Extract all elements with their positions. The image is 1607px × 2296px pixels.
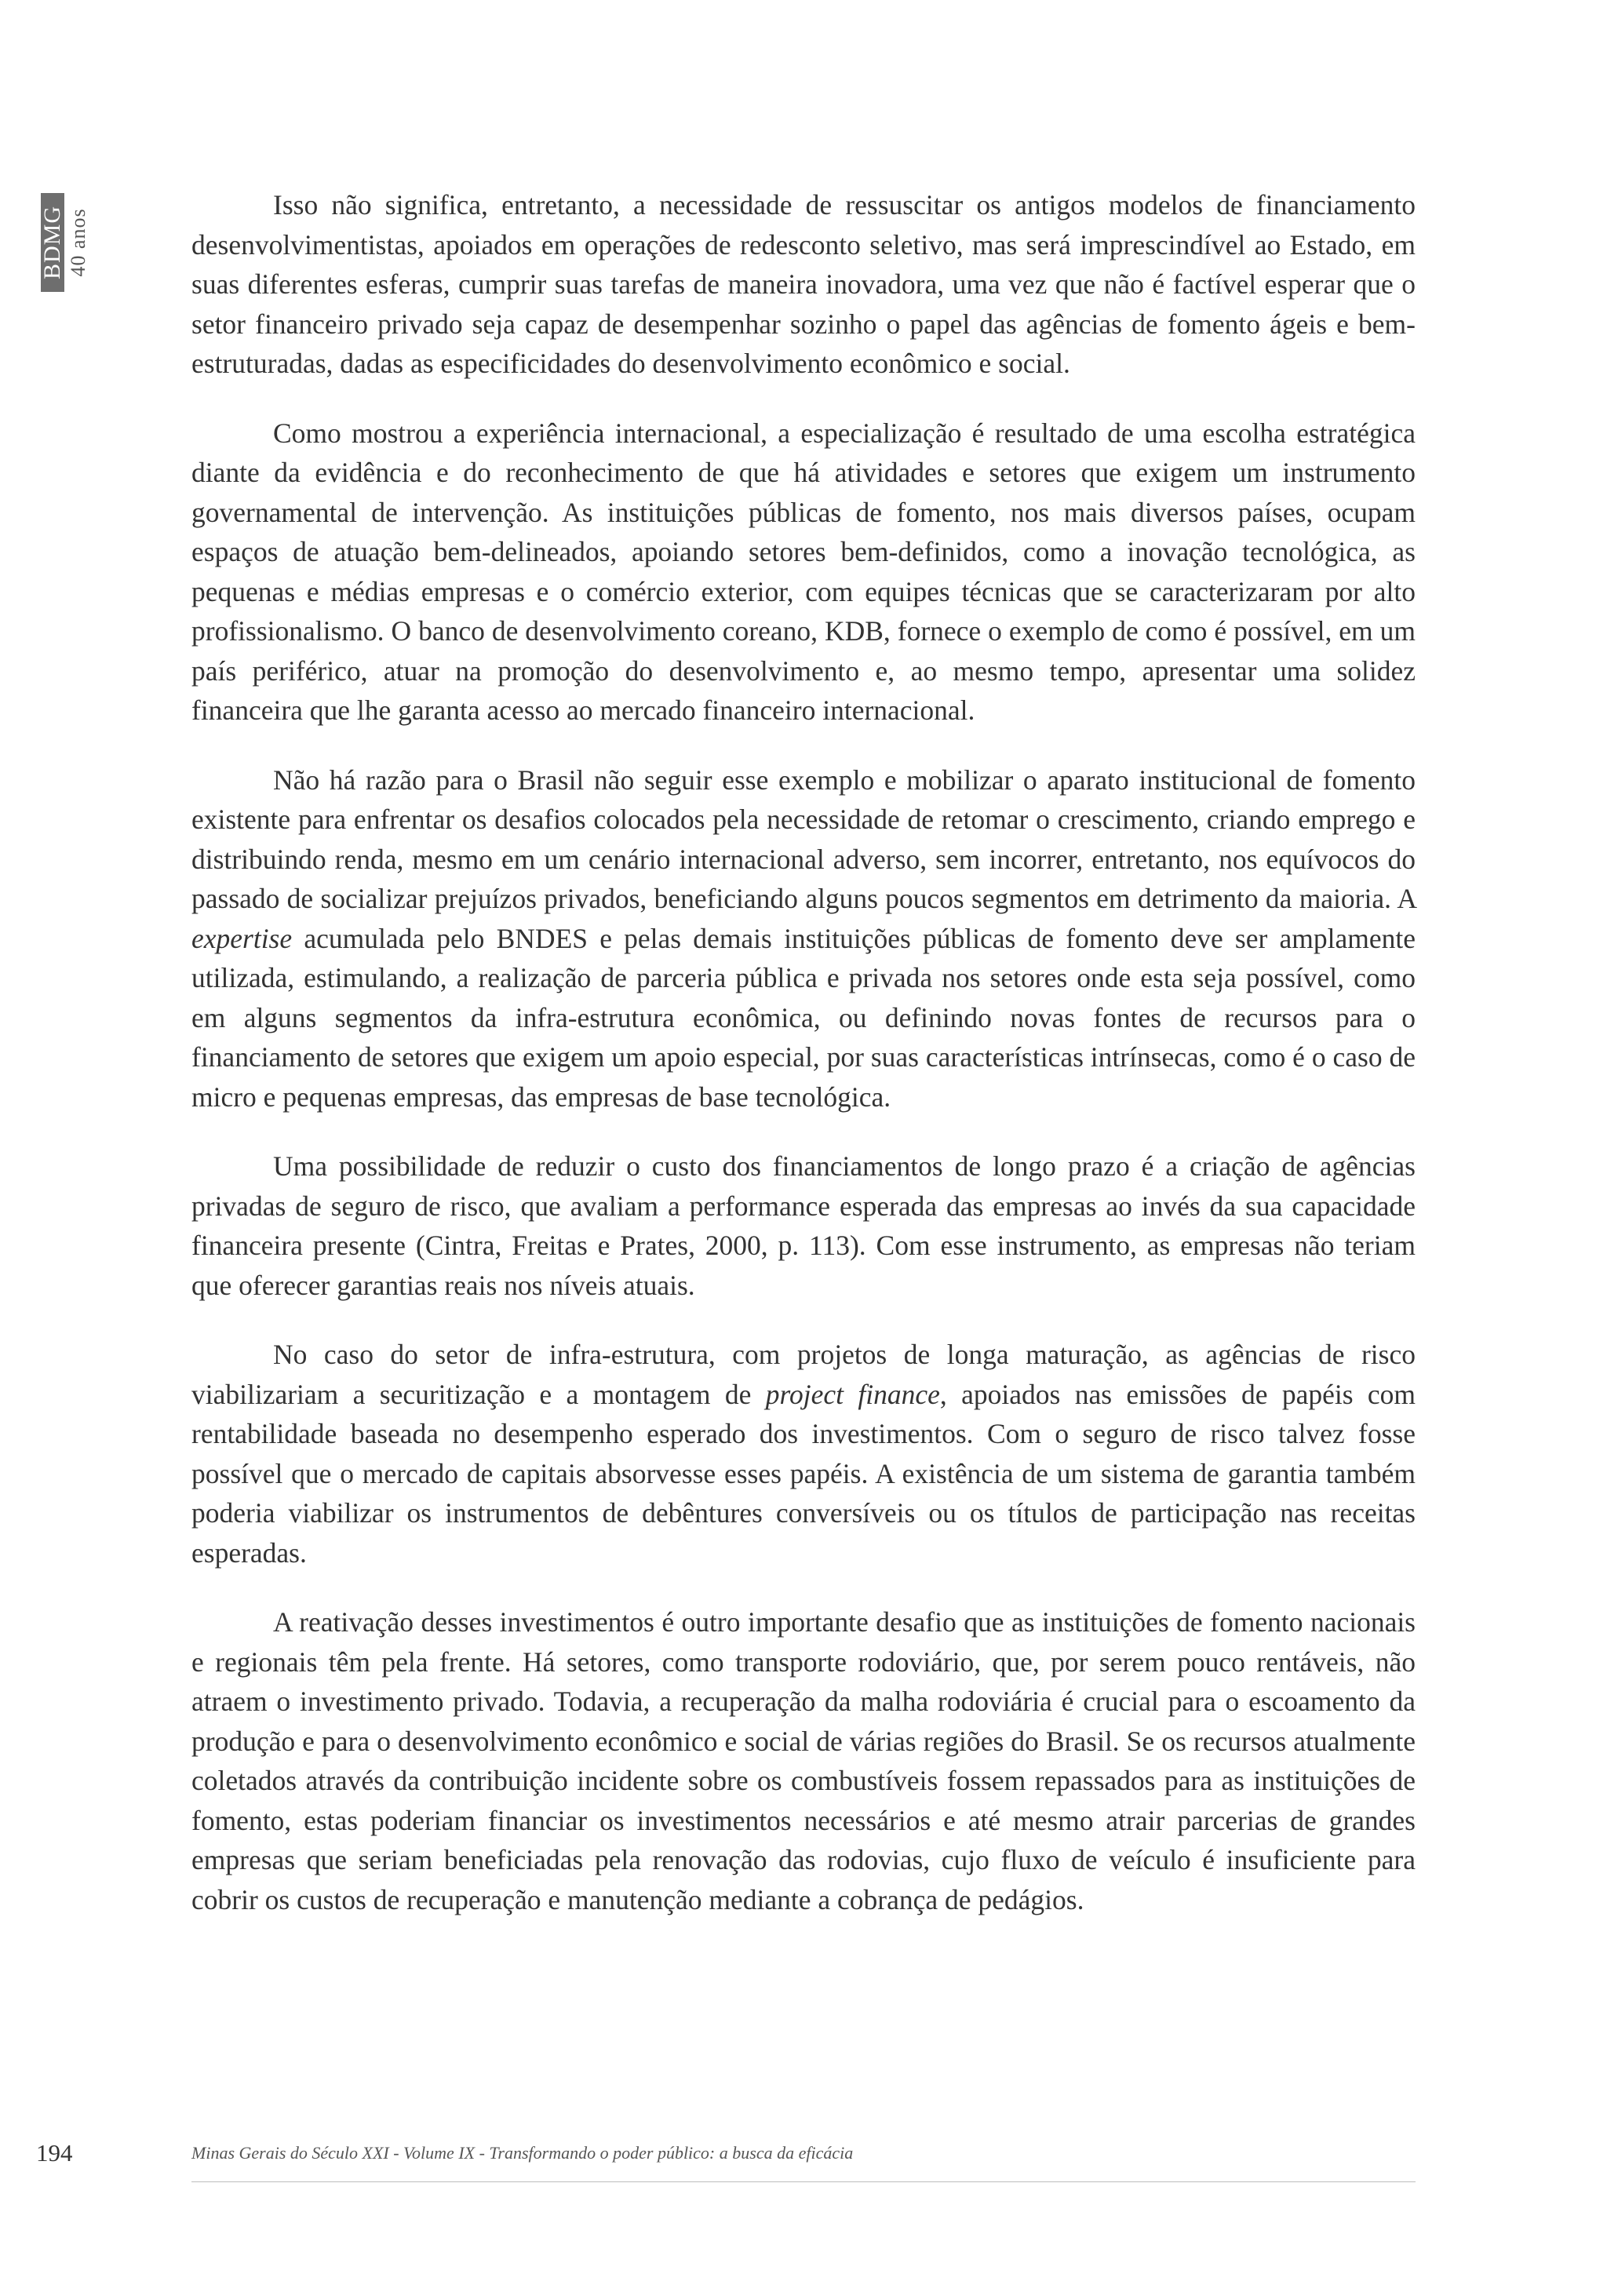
paragraph-2-text: Como mostrou a experiência internacional, a especialização é resultado de uma escolha estratégica diante da evidência e do reconhecimento de que há atividades e setores que exigem um instrumento governamental de intervenção. As instituições públicas de fomento, nos mais diversos países, ocupam espaços de atuação bem-delineados, apoiando setores bem-definidos, como a inovação tecnológica, as pequenas e médias empresas e o comércio exterior, com equipes técnicas que se caracterizaram por alto profissionalismo. O banco de desenvolvimento coreano, KDB, fornece o exemplo de como é possível, em um país periférico, atuar na promoção do desenvolvimento e, ao mesmo tempo, apresentar uma solidez financeira que lhe garanta acesso ao mercado financeiro internacional.: [191, 417, 1416, 726]
paragraph-3-text-b: acumulada pelo BNDES e pelas demais instituições públicas de fomento deve ser amplamente utilizada, estimulando, a realização de parceria pública e privada nos setores onde esta seja possível, como em alguns segmentos da infra-estrutura econômica, ou definindo novas fontes de recursos para o financiamento de setores que exigem um apoio especial, por suas características intrínsecas, como é o caso de micro e pequenas empresas, das empresas de base tecnológica.: [191, 922, 1416, 1113]
paragraph-5-text-a: No caso do setor de infra-estrutura, com projetos de longa maturação, as agências de risco viabilizariam a securitização e a montagem de: [191, 1339, 1416, 1410]
side-tab: [41, 193, 97, 292]
page-number: 194: [36, 2139, 73, 2167]
paragraph-5: [191, 1335, 1416, 1573]
paragraph-6-text: A reativação desses investimentos é outro importante desafio que as instituições de fomento nacionais e regionais têm pela frente. Há setores, como transporte rodoviário, que, por serem pouco rentáveis, não atraem o investimento privado. Todavia, a recuperação da malha rodoviária é crucial para o escoamento da produção e para o desenvolvimento econômico e social de várias regiões do Brasil. Se os recursos atualmente coletados através da contribuição incidente sobre os combustíveis fossem repassados para as instituições de fomento, estas poderiam financiar os investimentos necessários e até mesmo atrair parcerias de grandes empresas que seriam beneficiadas pela renovação das rodovias, cujo fluxo de veículo é insuficiente para cobrir os custos de recuperação e manutenção mediante a cobrança de pedágios.: [191, 1606, 1416, 1915]
paragraph-3-text-a: Não há razão para o Brasil não seguir esse exemplo e mobilizar o aparato institucional de fomento existente para enfrentar os desafios colocados pela necessidade de retomar o crescimento, criando emprego e distribuindo renda, mesmo em um cenário internacional adverso, sem incorrer, entretanto, nos equívocos do passado de socializar prejuízos privados, beneficiando alguns poucos segmentos em detrimento da maioria. A: [191, 764, 1416, 914]
paragraph-4-text: Uma possibilidade de reduzir o custo dos financiamentos de longo prazo é a criação de agências privadas de seguro de risco, que avaliam a performance esperada das empresas ao invés da sua capacidade financeira presente (Cintra, Freitas e Prates, 2000, p. 113). Com esse instrumento, as empresas não teriam que oferecer garantias reais nos níveis atuais.: [191, 1150, 1416, 1301]
running-footer: Minas Gerais do Século XXI - Volume IX - Transformando o poder público: a busca da eficácia: [191, 2143, 854, 2163]
bdmg-logo: [41, 193, 64, 292]
paragraph-5-italic-term: project finance: [765, 1378, 940, 1410]
paragraph-3: [191, 760, 1416, 1117]
paragraph-4: [191, 1146, 1416, 1305]
logo-subtitle: 40 anos: [67, 208, 89, 277]
logo-text: BDMG: [39, 205, 65, 280]
paragraph-3-italic-term: expertise: [191, 922, 293, 954]
footer-divider: [191, 2181, 1416, 2182]
paragraph-1: [191, 185, 1416, 384]
paragraph-6: [191, 1602, 1416, 1919]
paragraph-2: [191, 414, 1416, 731]
paragraph-1-text: Isso não significa, entretanto, a necessidade de ressuscitar os antigos modelos de financiamento desenvolvimentistas, apoiados em operações de redesconto seletivo, mas será imprescindível ao Estado, em suas diferentes esferas, cumprir suas tarefas de maneira inovadora, uma vez que não é factível esperar que o setor financeiro privado seja capaz de desempenhar sozinho o papel das agências de fomento ágeis e bem-estruturadas, dadas as especificidades do desenvolvimento econômico e social.: [191, 189, 1416, 379]
paragraph-5-text-b: , apoiados nas emissões de papéis com rentabilidade baseada no desempenho esperado dos investimentos. Com o seguro de risco talvez fosse possível que o mercado de capitais absorvesse esses papéis. A existência de um sistema de garantia também poderia viabilizar os instrumentos de debêntures conversíveis ou os títulos de participação nas receitas esperadas.: [191, 1378, 1416, 1569]
body-text: [191, 185, 1416, 1949]
